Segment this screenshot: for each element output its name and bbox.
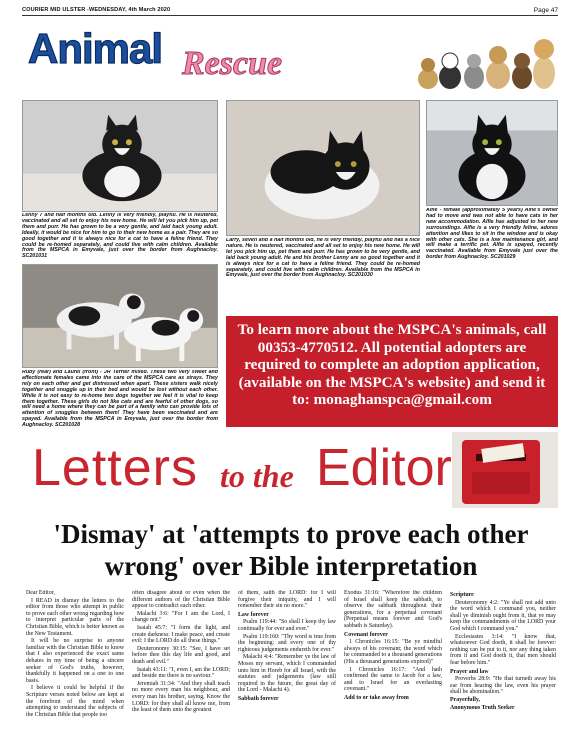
alfie-photo [426,100,558,206]
letter-paragraph: I believe it could be helpful if the Scripture verses noted below are kept at the forefront of the mind when attempting to understand the subjects of the Christian Bible that people too [26,685,124,718]
letters-to-the-editor-banner [22,432,558,516]
header-rule [22,15,558,16]
letter-paragraph: Jeremiah 31:34: "And they shall teach no more every man his neighbour, and every man his brother, saying, Know the LORD: for they shall all know me, from the least of them unto the greatest [132,680,230,714]
letter-paragraph: Deuteronomy 4:2: "Ye shall not add unto the word which I command you, neither shall ye diminish ought from it, that ye may keep the commandments of the LORD your God which I command you." [450,599,556,632]
lenny-photo [22,100,218,212]
ruby-laurel-caption: Ruby (rear) and Laurel (front) - JR Terrier mixed. These two very sweet and affectionate females came into the care of the MSPCA care as strays. They rely on each other and get distressed when apart. These sisters walk nicely together and snuggle up in their bed and would be lost without each other. While it is not easy to re-home two dogs together we feel it is vital to keep them together. These girls do not like cats and are fearful of other dogs, so will need a home where they can be part of a family who can provide lots of attention of snuggles between them! They have been vaccinated and are spayed. Available from the MSPCA in Emyvale, just over the border from Aughnacloy. SC201028 [22,370,218,428]
alfie-caption: Alfie - female (approximately 5 years) Alfie's owner had to move and was not able to have cats in her new accommodation. Alfie has adjusted to her new surroundings. Alfie is a very friendly feline, adores attention and likes to sit in the window and is okay with other cats. She is a low maintenance girl, and will make a terrific pet. Alfie is spayed, recently vaccinated. Available from Emyvale just over the border from Aughnacloy. SC201029 [426,208,558,261]
letter-paragraph: Prayerfully, [450,696,480,703]
newspaper-dateline: COURIER MID ULSTER -WEDNESDAY, 4th March 2020 [22,7,171,13]
letter-paragraph: Ecclesiastes 3:14: "I know that, whatsoever God doeth, it shall be forever: nothing can be put to it, nor any thing taken from it and God doeth it, that men should fear before him." [450,633,556,666]
letter-paragraph: Anonymous Truth Seeker [450,704,515,711]
letter-column-4 [344,590,442,730]
ruby-laurel-photo [22,264,218,368]
letter-column-1 [26,590,124,730]
banner-word-editor: Editor [316,439,452,497]
letter-paragraph: often disagree about or even when the different authors of the Christian Bible appear to contradict each other. [132,590,230,610]
letter-paragraph: Covenant forever [344,631,388,638]
letter-paragraph: Exodus 31:16: "Wherefore the children of Israel shall keep the sabbath, to observe the sabbath throughout their generations, for a perpetual covenant (Perpetual means forever and God's sabbath is Saturday). [344,590,442,629]
letter-paragraph: Psalm 119:44: "So shall I keep thy law continually for ever and ever." [238,619,336,632]
masthead-word-rescue: Rescue [182,45,283,82]
letter-headline: 'Dismay' at 'attempts to prove each other wrong' over Bible interpretation [53,519,529,581]
larry-photo [226,100,420,236]
page-number: Page 47 [533,7,558,14]
letter-paragraph: Dear Editor, [26,590,55,596]
letter-paragraph: I READ in dismay the letters to the editor from those who attempt in public to prove each other wrong regarding how to interpret particular parts of the Christian Bible, which is better known as the New Testament. [26,597,124,637]
letter-column-2 [132,590,230,730]
lenny-caption: Lenny 7 and half months old. Lenny is very friendly, playful. He is neutered, vaccinated and all set to enjoy his new home. He will let you pick him up, pet them and purr. He has grown to be a very gentle, and laid back young adult. Ideally, it would be nice for him to go to their new home as a pair. They are so good together and it is always nice for a cat to have a feline friend. They could be re-homed separately, and could live with calm children. Available from the MSPCA in Emyvale, just over the border from Aughnacloy. SC201031 [22,213,218,260]
banner-word-to-the: to the [220,458,294,494]
red-postbox-icon [452,432,558,508]
letter-paragraph: Proverbs 28:9: "He that turneth away his ear from hearing the law, even his prayer shall be abomination." [450,676,556,696]
letter-paragraph: Deuteronomy 30:15: "See, I have set before thee this day life and good, and death and evil." [132,645,230,665]
dogs-and-cats-illustration-icon [414,27,558,93]
mspca-adoption-promo: To learn more about the MSPCA's animals, call 00353-4770512. All potential adopters are required to complete an adoption application, (available on the MSPCA's website) and send it to: monaghanspca@gmail.com [226,316,558,427]
letter-column-5 [450,590,556,730]
letter-paragraph: of them, saith the LORD: for I will forgive their iniquity, and I will remember their sin no more." [238,590,336,610]
letter-paragraph: Scripture [450,592,474,598]
letter-paragraph: Sabbath forever [238,695,279,702]
letter-paragraph: Isaiah 43:11: "I, even I, am the LORD; and beside me there is no saviour." [132,666,230,680]
letter-paragraph: It will be no surprise to anyone familiar with the Christian Bible to know that I also experienced the exact same debates in my time of being a sincere seeker of God's truths, however, thankfully it happened on a one to one basis. [26,638,124,684]
letter-paragraph: Add to or take away from [344,694,409,701]
letter-paragraph: Law forever [238,611,269,618]
letter-paragraph: Malachi 4:4: "Remember ye the law of Moses my servant, which I commanded unto him in Horeb for all Israel, with the statutes and judgements (law still required in the future, the great day of the Lord - Malachi 4). [238,654,336,694]
letter-paragraph: Isaiah 45:7: "I form the light, and create darkness: I make peace, and create evil: I the LORD do all these things." [132,624,230,645]
letter-column-3 [238,590,336,730]
letter-paragraph: Malachi 3:6: "For I am the Lord, I change not." [132,610,230,624]
letter-paragraph: 1 Chronicles 16:17: "And hath confirmed the same to Jacob for a law, and to Israel for an everlasting covenant." [344,666,442,693]
animal-rescue-masthead [22,21,558,94]
banner-word-letters: Letters [32,439,198,497]
larry-caption: Larry, seven and a half months old, he is very friendly, playful and has a nice nature. He is neutered, vaccinated and all set to enjoy his new home. He will let you pick him up, pet them and purr. He has grown to be very gentle, and laid back young adult. He and his brother Lenny are so good together and it is always nice for a cat to have a feline friend. They could be re-homed separately, and could live with calm children. Available from the MSPCA in Emyvale, just over the border from Aughnacloy. SC201030 [226,238,420,279]
letter-paragraph: Psalm 119:160: "Thy word is true from the beginning: and every one of thy righteous judgements endureth for ever." [238,633,336,653]
letter-paragraph: 1 Chronicles 16:15: "Be ye mindful always of his covenant; the word which he commanded to a thousand generations (His a thousand generations expired)" [344,639,442,665]
letter-paragraph: Prayer and law [450,668,489,675]
masthead-word-animal: Animal [28,25,163,72]
